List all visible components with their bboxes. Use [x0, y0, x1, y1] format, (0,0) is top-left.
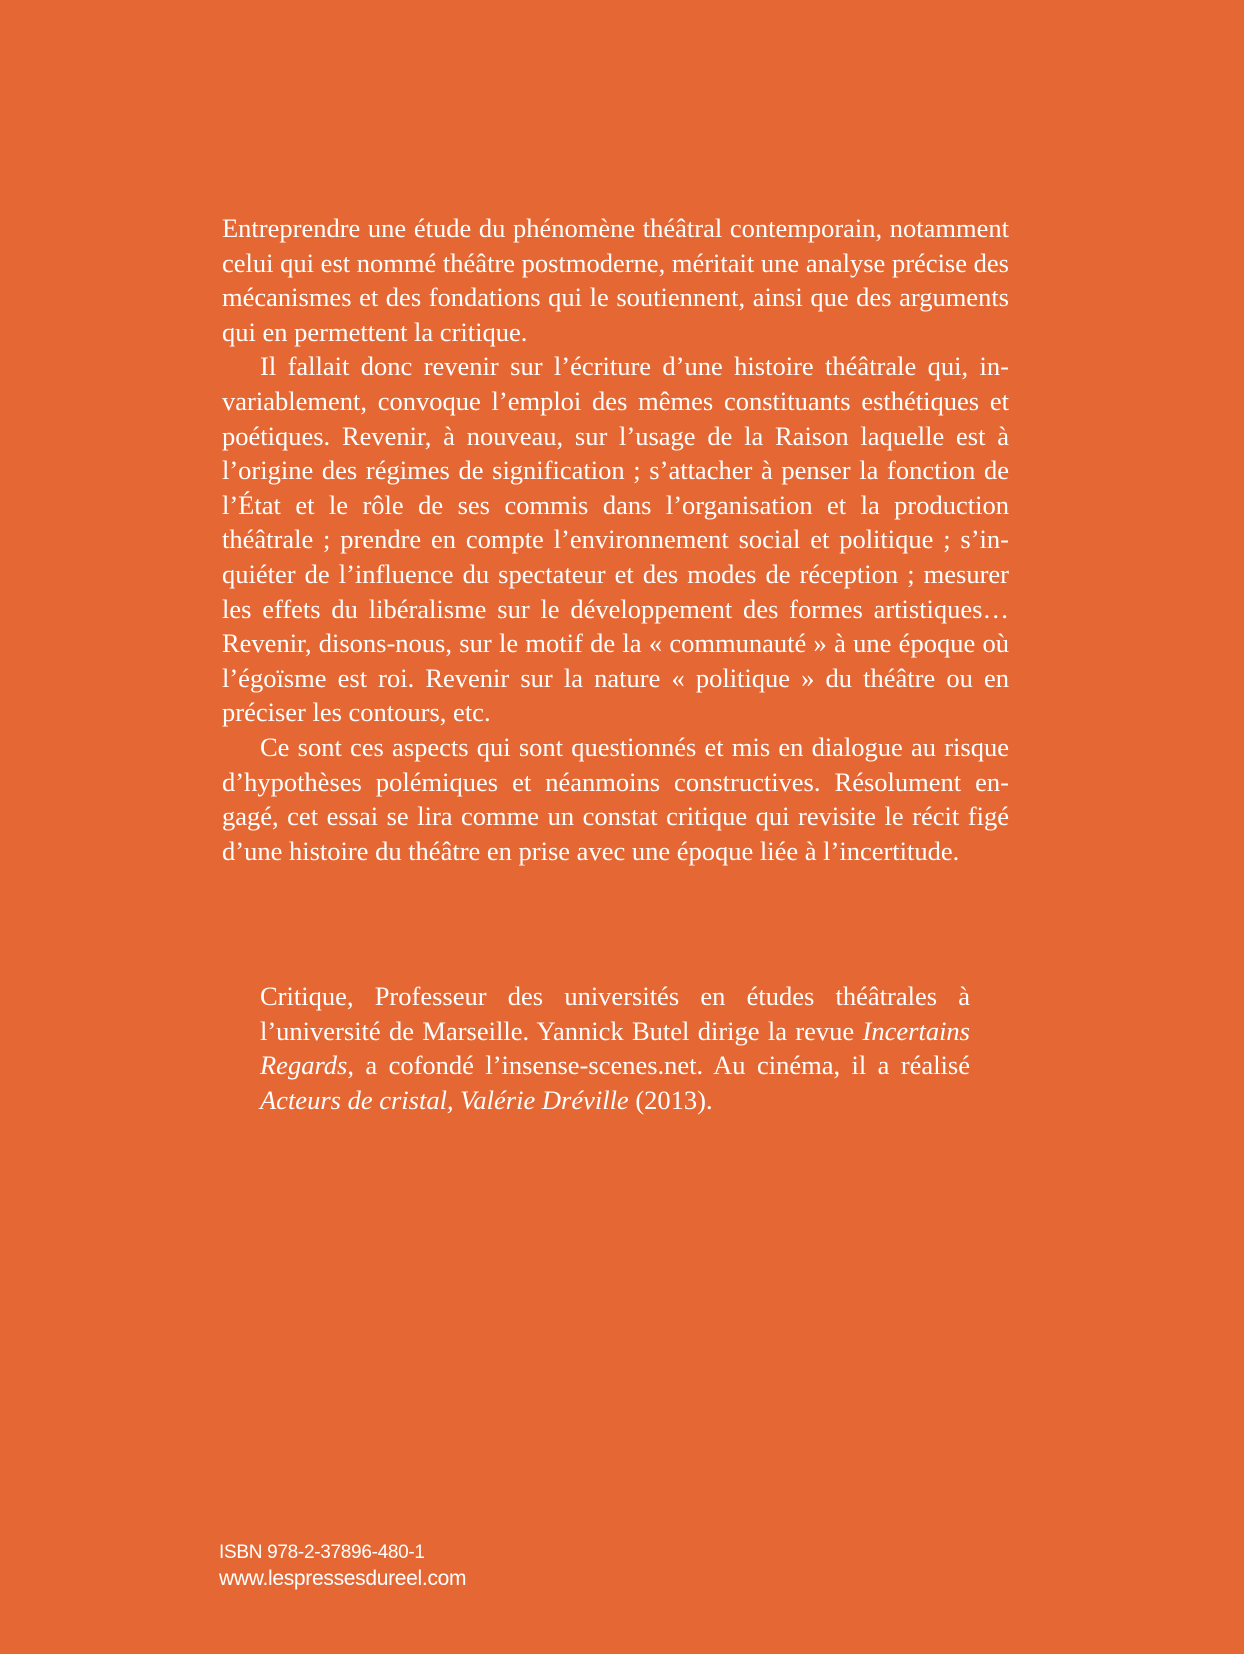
blurb-paragraph-1: Entreprendre une étude du phénomène théâtral contemporain, notamment celui qui est nommé théâtre postmoderne, méritait une analyse précise des mécanismes et des fondations qui le soutiennent, ainsi que des arguments qui en permettent la critique. [222, 213, 1009, 347]
isbn: ISBN 978-2-37896-480-1 [219, 1542, 425, 1563]
author-bio-paragraph [260, 979, 970, 1117]
author-bio-text-2: , a cofondé l’insense-scenes.net. Au cinéma, il a réalisé [347, 1050, 970, 1081]
blurb-paragraph-3: Ce sont ces aspects qui sont questionnés et mis en dialogue au risque d’hypothèses polémiques et néanmoins constructives. Résolument engagé, cet essai se lira comme un constat critique qui revisite le récit figé d’une histoire du théâtre en prise avec une époque liée à l’incertitude. [222, 731, 1009, 866]
author-bio-text-1: Critique, Professeur des universités en études théâtrales à l’université de Marseille. Yannick Butel dirige la revue [260, 981, 970, 1046]
publisher-footer [219, 1541, 466, 1593]
publisher-website[interactable]: www.lespressesdureel.com [219, 1567, 467, 1590]
blurb-paragraph-2: Il fallait donc revenir sur l’écriture d’une histoire théâtrale qui, invariablement, convoque l’emploi des mêmes constituants esthétiques et poétiques. Revenir, à nouveau, sur l’usage de la Raison laquelle est à l’origine des régimes de signification ; s’attacher à penser la fonction de l’État et le rôle de ses commis dans l’organisation et la production théâtrale ; prendre en compte l’environnement social et politique ; s’inquiéter de l’influence du spectateur et des modes de réception ; mesurer les effets du libéralisme sur le développement des formes artistiques… Revenir, disons-nous, sur le motif de la « communauté » à une époque où l’égoïsme est roi. Revenir sur la nature « politique » du théâtre ou en préciser les contours, etc. [222, 351, 1009, 728]
author-bio [260, 979, 970, 1117]
author-bio-text-3: (2013). [628, 1084, 713, 1115]
journal-title: Incertains Regards [260, 1015, 970, 1081]
book-blurb [222, 211, 1009, 868]
film-title: Acteurs de cristal, Valérie Dréville [260, 1084, 629, 1115]
